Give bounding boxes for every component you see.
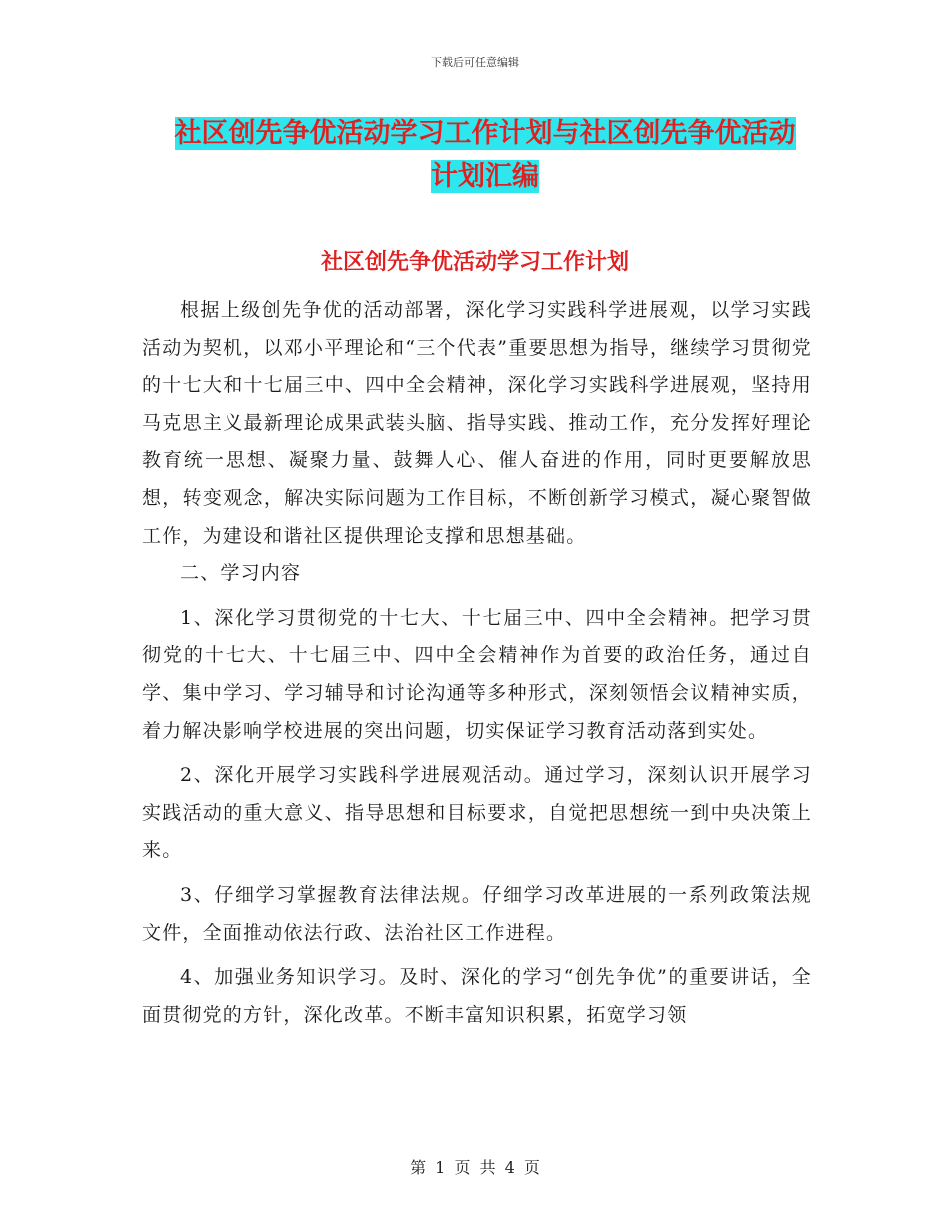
paragraph-item-4: 4、加强业务知识学习。及时、深化的学习“创先争优”的重要讲话，全面贯彻党的方针，深化改革。不断丰富知识积累，拓宽学习领 bbox=[142, 966, 812, 1026]
section-title: 社区创先争优活动学习工作计划 bbox=[320, 249, 629, 275]
document-body bbox=[142, 292, 812, 1034]
document-title-line-1: 社区创先争优活动学习工作计划与社区创先争优活动 bbox=[174, 118, 796, 149]
page-number: 第 1 页 共 4 页 bbox=[410, 1158, 540, 1177]
page-header-note: 下载后可任意编辑 bbox=[431, 56, 519, 69]
paragraph-item-3: 3、仔细学习掌握教育法律法规。仔细学习改革进展的一系列政策法规文件，全面推动依法行政、法治社区工作进程。 bbox=[142, 883, 812, 944]
paragraph-item-2: 2、深化开展学习实践科学进展观活动。通过学习，深刻认识开展学习实践活动的重大意义、指导思想和目标要求，自觉把思想统一到中央决策上来。 bbox=[142, 764, 812, 862]
paragraph-heading-study-content: 二、学习内容 bbox=[180, 562, 302, 585]
document-title-line-2: 计划汇编 bbox=[431, 161, 539, 192]
document-title bbox=[140, 112, 830, 198]
paragraph-intro: 根据上级创先争优的活动部署，深化学习实践科学进展观，以学习实践活动为契机，以邓小平理论和“三个代表”重要思想为指导，继续学习贯彻党的十七大和十七届三中、四中全会精神，深化学习实践科学进展观，坚持用马克思主义最新理论成果武装头脑、指导实践、推动工作，充分发挥好理论教育统一思想、凝聚力量、鼓舞人心、催人奋进的作用，同时更要解放思想，转变观念，解决实际问题为工作目标，不断创新学习模式，凝心聚智做工作，为建设和谐社区提供理论支撑和思想基础。 bbox=[142, 299, 812, 547]
paragraph-item-1: 1、深化学习贯彻党的十七大、十七届三中、四中全会精神。把学习贯彻党的十七大、十七届三中、四中全会精神作为首要的政治任务，通过自学、集中学习、学习辅导和讨论沟通等多种形式，深刻领悟会议精神实质，着力解决影响学校进展的突出问题，切实保证学习教育活动落到实处。 bbox=[142, 606, 812, 742]
